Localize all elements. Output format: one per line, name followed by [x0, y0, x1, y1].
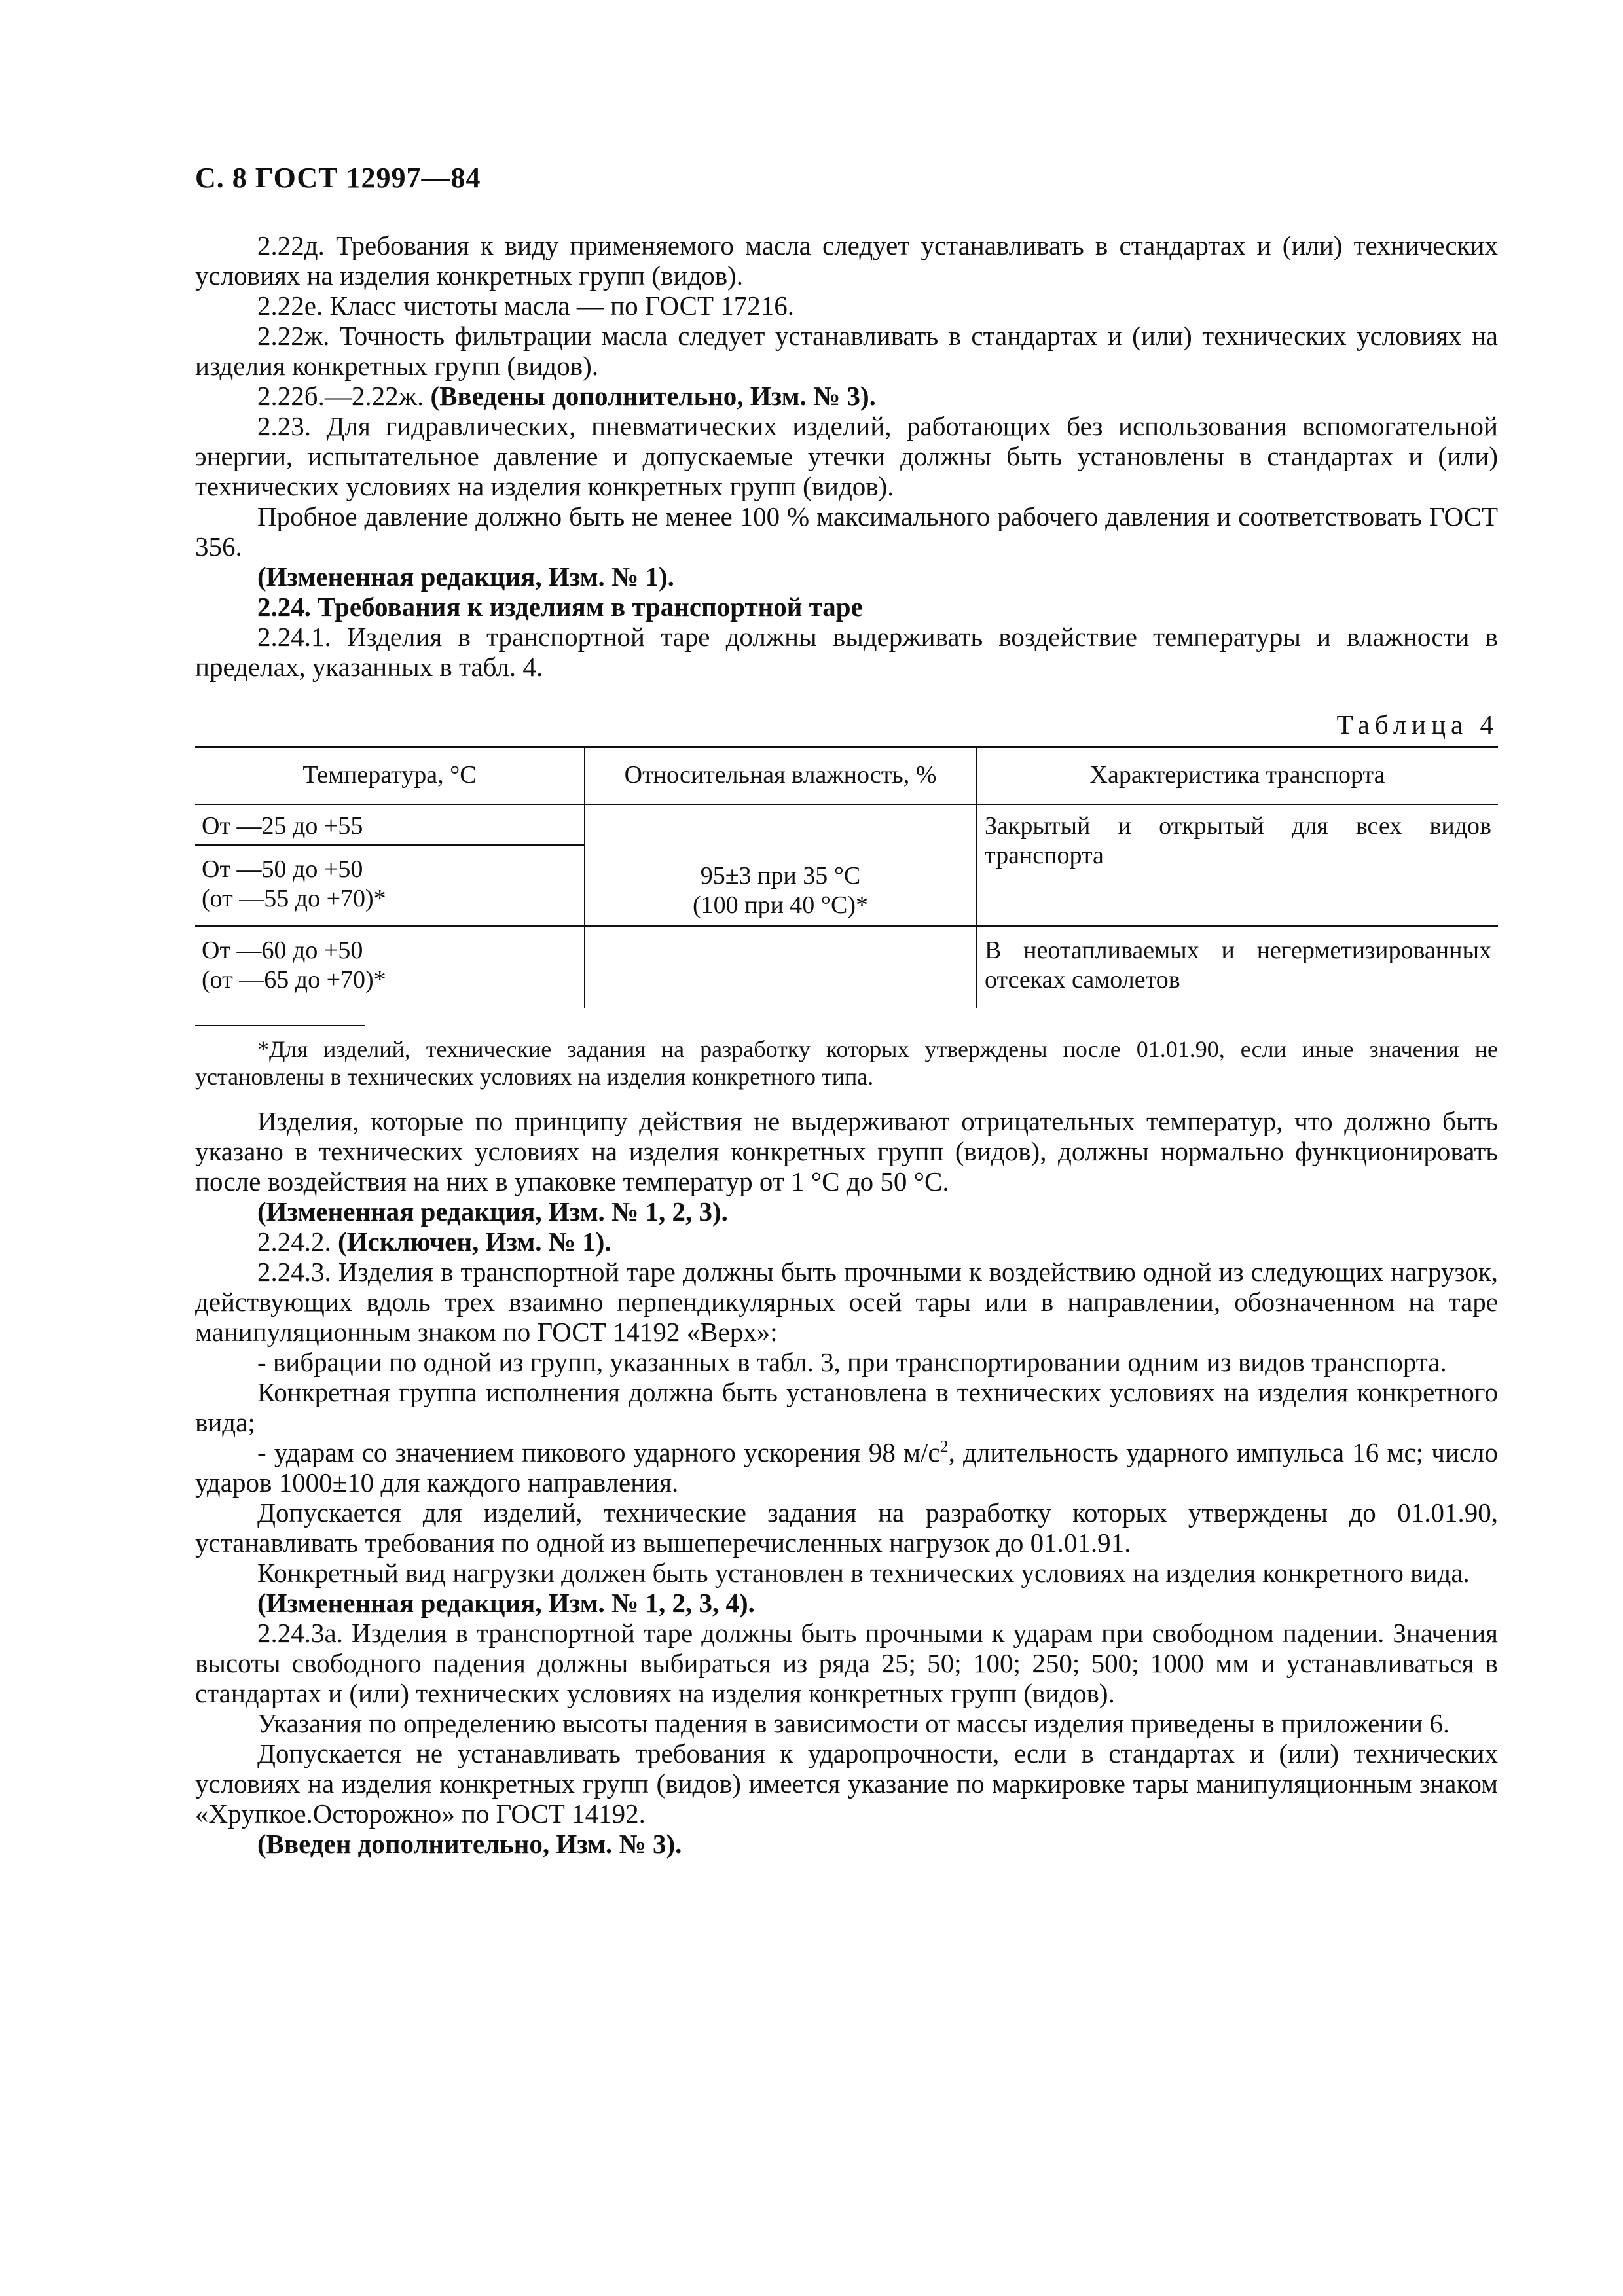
paragraph-2-22-range [195, 381, 1498, 411]
paragraph-prefix: 2.22б.—2.22ж. [257, 381, 431, 411]
table-rule-row2 [195, 925, 1498, 927]
paragraph-2-24-1: 2.24.1. Изделия в транспортной таре должны выдерживать воздействие температуры и влажности в пределах, указанных в табл. 4. [195, 622, 1498, 682]
paragraph-2-24-3: 2.24.3. Изделия в транспортной таре должны быть прочными к воздействию одной из следующих нагрузок, действующих вдоль трех взаимно перпендикулярных осей тары или в направлении, обозначенном на таре манипуляционным знаком по ГОСТ 14192 «Верх»: [195, 1257, 1498, 1347]
table-rule-top [195, 746, 1498, 748]
paragraph-vibration: - вибрации по одной из групп, указанных в табл. 3, при транспортировании одним из видов транспорта. [257, 1347, 1447, 1377]
paragraph-2-24-2 [195, 1227, 1498, 1257]
table-caption: Таблица 4 [1336, 709, 1499, 740]
amendment-note: (Измененная редакция, Изм. № 1). [257, 562, 674, 592]
table-footnote: *Для изделий, технические задания на разработку которых утверждены после 01.01.90, если иные значения не установлены в технических условиях на изделия конкретного типа. [195, 1036, 1498, 1090]
table-rule-row1 [195, 844, 584, 846]
paragraph-execution-group: Конкретная группа исполнения должна быть установлена в технических условиях на изделия конкретного вида; [195, 1377, 1498, 1437]
table-header-transport: Характеристика транспорта [1089, 761, 1385, 789]
paragraph-impact: - ударам со значением пикового ударного ускорения 98 $м/с^2$, длительность ударного импульса 16 мс; число ударов 1000±10 для каждого направления. [195, 1437, 1498, 1498]
paragraph-2-22e: 2.22е. Класс чистоты масла — по ГОСТ 17216. [257, 291, 794, 321]
section-heading-2-24: 2.24. Требования к изделиям в транспортной таре [257, 592, 863, 622]
table-cell-humidity: 95±3 при 35 °С (100 при 40 °С)* [692, 862, 869, 919]
paragraph-2-23: 2.23. Для гидравлических, пневматических изделий, работающих без использования вспомогательной энергии, испытательное давление и допускаемые утечки должны быть установлены в стандартах и (или) технических условиях на изделия конкретных групп (видов). [195, 411, 1498, 501]
paragraph-2-22d: 2.22д. Требования к виду применяемого масла следует устанавливать в стандартах и (или) технических условиях на изделия конкретных групп (видов). [195, 230, 1498, 291]
paragraph-test-pressure: Пробное давление должно быть не менее 100 % максимального рабочего давления и соответствовать ГОСТ 356. [195, 501, 1498, 562]
paragraph-negative-temps: Изделия, которые по принципу действия не выдерживают отрицательных температур, что должно быть указано в технических условиях на изделия конкретных групп (видов), должны нормально функционировать после воздействия на них в упаковке температур от 1 °С до 50 °С. [195, 1106, 1498, 1196]
table-header-humidity: Относительная влажность, % [624, 761, 937, 789]
amendment-note: (Измененная редакция, Изм. № 1, 2, 3, 4). [257, 1588, 755, 1618]
table-cell-temp-1: От —25 до +55 [202, 812, 363, 840]
paragraph-prefix: 2.24.2. [257, 1227, 338, 1257]
paragraph-fragile: Допускается не устанавливать требования к ударопрочности, если в стандартах и (или) технических условиях на изделия конкретных групп (видов) имеется указание по маркировке тары манипуляционным знаком «Хрупкое.Осторожно» по ГОСТ 14192. [195, 1738, 1498, 1829]
paragraph-2-24-3a: 2.24.3а. Изделия в транспортной таре должны быть прочными к ударам при свободном падении. Значения высоты свободного падения должны выбираться из ряда 25; 50; 100; 250; 500; 1000 мм и устанавливаться в стандартах и (или) технических условиях на изделия конкретных групп (видов). [195, 1618, 1498, 1708]
table-rule-header [195, 804, 1498, 805]
table-cell-temp-2: От —50 до +50 (от —55 до +70)* [202, 855, 386, 912]
text-block-upper [195, 230, 1498, 682]
paragraph-2-22zh: 2.22ж. Точность фильтрации масла следует устанавливать в стандартах и (или) технических условиях на изделия конкретных групп (видов). [195, 321, 1498, 381]
paragraph-allowance: Допускается для изделий, технические задания на разработку которых утверждены до 01.01.90, устанавливать требования по одной из вышеперечисленных нагрузок до 01.01.91. [195, 1498, 1498, 1558]
amendment-note: (Введены дополнительно, Изм. № 3). [430, 381, 876, 411]
table-4 [195, 746, 1498, 1008]
page-header: С. 8 ГОСТ 12997—84 [195, 162, 481, 194]
paragraph-drop-height: Указания по определению высоты падения в зависимости от массы изделия приведены в приложении 6. [257, 1708, 1450, 1738]
table-cell-transport-1: Закрытый и открытый для всех видов транспорта [985, 812, 1491, 869]
text-block-lower [195, 1106, 1498, 1859]
footnote-rule [195, 1025, 365, 1026]
table-cell-temp-3: От —60 до +50 (от —65 до +70)* [202, 937, 386, 994]
amendment-note: (Введен дополнительно, Изм. № 3). [257, 1829, 682, 1859]
table-cell-transport-2: В неотапливаемых и негерметизированных отсеках самолетов [985, 937, 1491, 994]
amendment-note: (Исключен, Изм. № 1). [338, 1227, 611, 1257]
amendment-note: (Измененная редакция, Изм. № 1, 2, 3). [257, 1196, 728, 1227]
table-header-temperature: Температура, °С [302, 761, 477, 789]
paragraph-load-type: Конкретный вид нагрузки должен быть установлен в технических условиях на изделия конкретного вида. [257, 1558, 1470, 1588]
